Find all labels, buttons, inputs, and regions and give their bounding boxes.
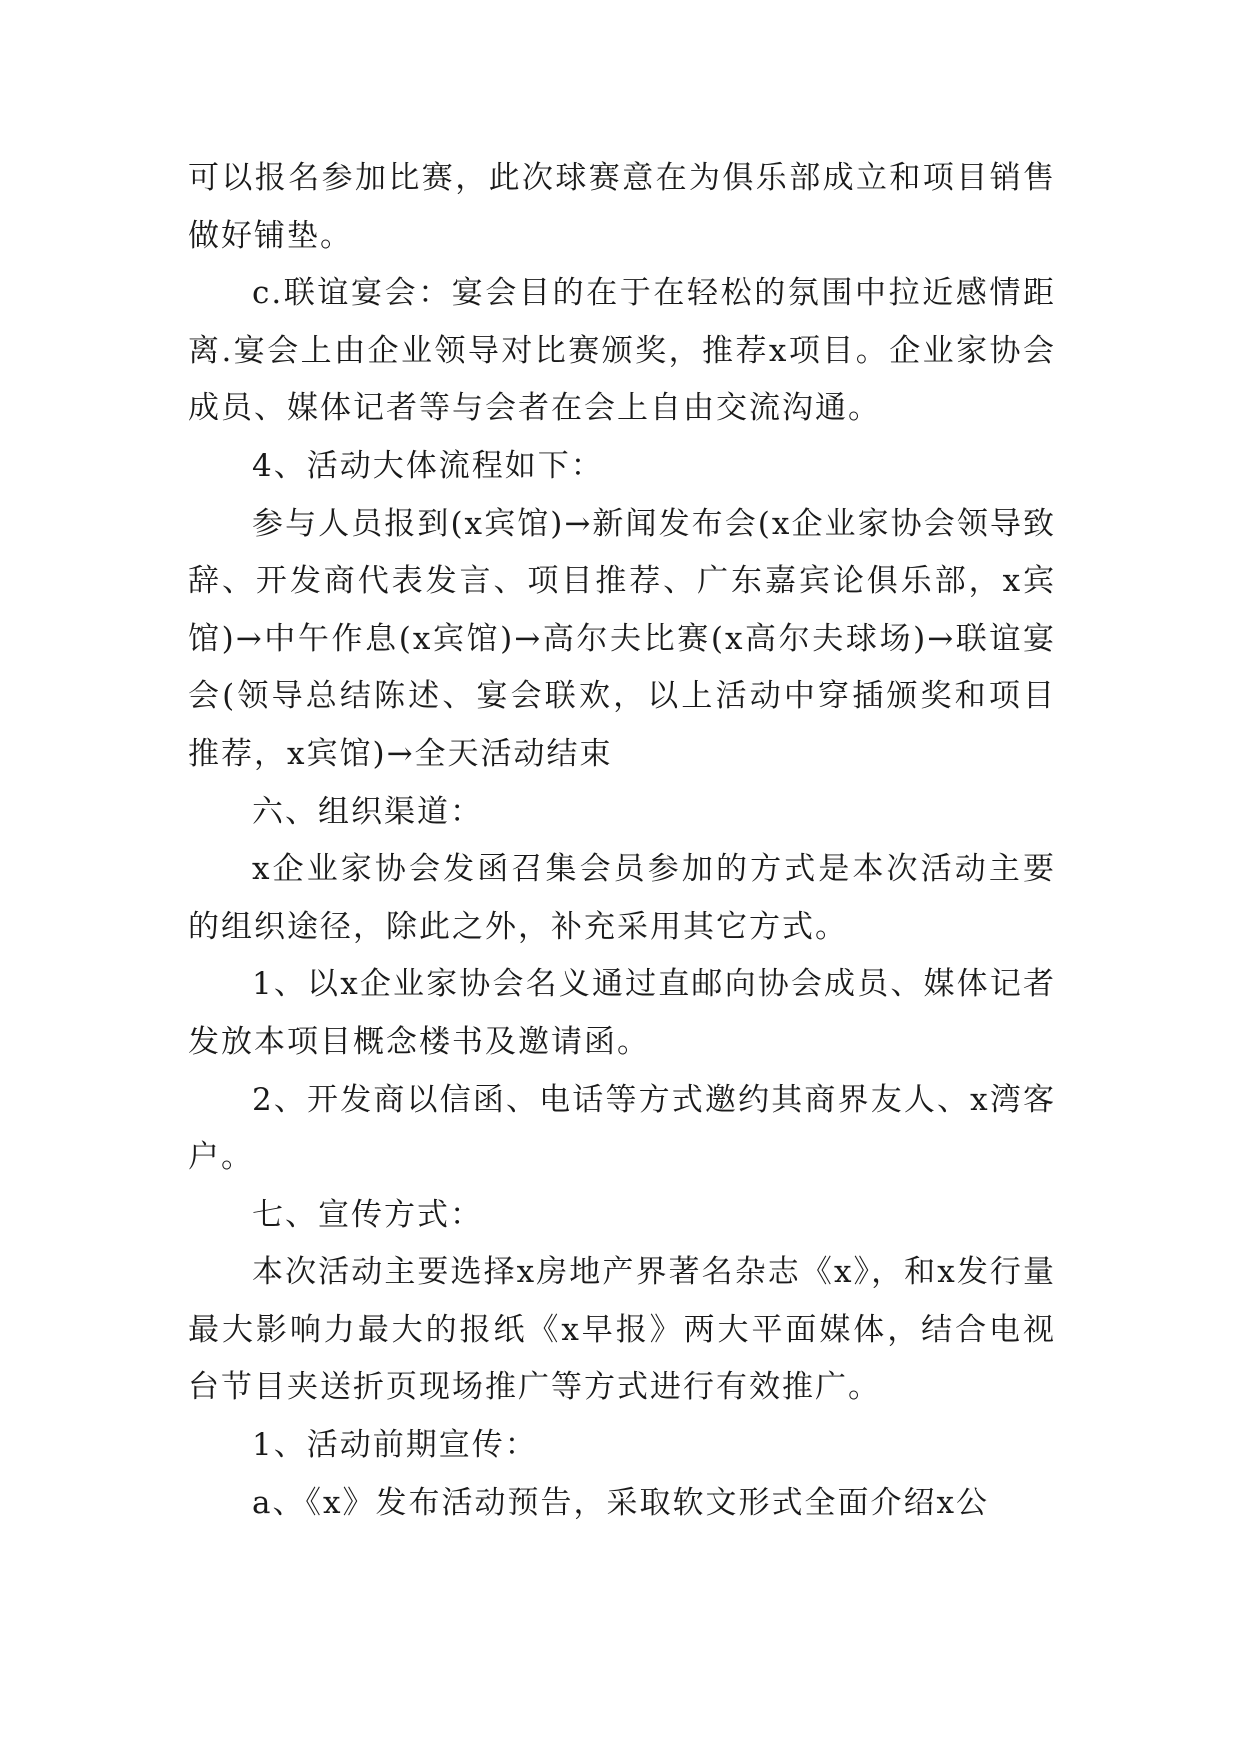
list-item: 2、开发商以信函、电话等方式邀约其商界友人、x湾客户。 — [188, 1081, 1056, 1176]
paragraph: 可以报名参加比赛，此次球赛意在为俱乐部成立和项目销售做好铺垫。 — [188, 160, 1056, 254]
list-item: 1、以x企业家协会名义通过直邮向协会成员、媒体记者发放本项目概念楼书及邀请函。 — [188, 966, 1056, 1060]
subsection-heading: 1、活动前期宣传： — [252, 1427, 538, 1464]
section-heading: 六、组织渠道： — [252, 793, 483, 830]
document-body — [188, 150, 1056, 1532]
paragraph: 本次活动主要选择x房地产界著名杂志《x》，和x发行量最大影响力最大的报纸《x早报》两大平面媒体，结合电视台节目夹送折页现场推广等方式进行有效推广。 — [188, 1254, 1056, 1406]
paragraph: c.联谊宴会：宴会目的在于在轻松的氛围中拉近感情距离.宴会上由企业领导对比赛颁奖，推荐x项目。企业家协会成员、媒体记者等与会者在会上自由交流沟通。 — [188, 275, 1056, 427]
list-item: a、《x》发布活动预告，采取软文形式全面介绍x公 — [252, 1484, 989, 1521]
section-heading: 七、宣传方式： — [252, 1196, 483, 1233]
paragraph: 参与人员报到(x宾馆)→新闻发布会(x企业家协会领导致辞、开发商代表发言、项目推荐、广东嘉宾论俱乐部，x宾馆)→中午作息(x宾馆)→高尔夫比赛(x高尔夫球场)→联谊宴会(领导总结陈述、宴会联欢，以上活动中穿插颁奖和项目推荐，x宾馆)→全天活动结束 — [188, 505, 1056, 772]
paragraph: 4、活动大体流程如下： — [252, 447, 604, 484]
paragraph: x企业家协会发函召集会员参加的方式是本次活动主要的组织途径，除此之外，补充采用其它方式。 — [188, 851, 1056, 945]
